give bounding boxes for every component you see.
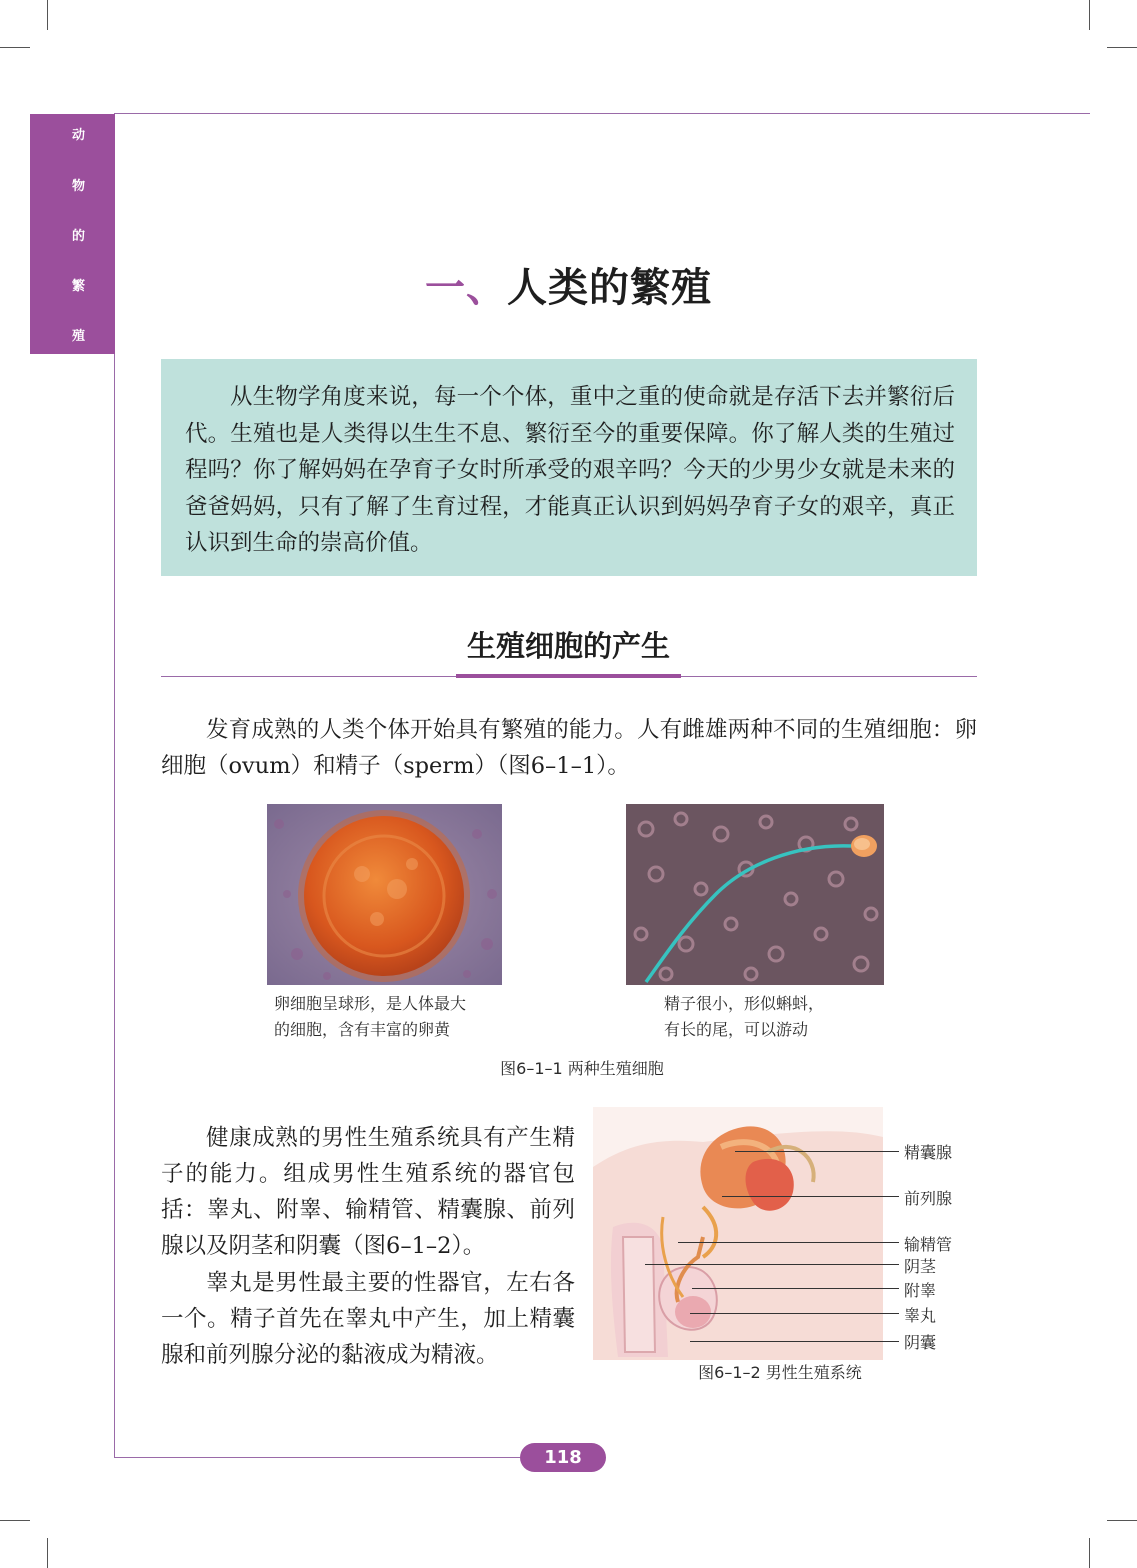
frame-bottom-line xyxy=(114,1457,520,1458)
leader-line xyxy=(690,1341,899,1342)
side-tab-char: 殖 xyxy=(71,329,85,344)
leader-line xyxy=(735,1151,899,1152)
leader-line xyxy=(692,1288,899,1289)
diagram-label: 睾丸 xyxy=(904,1306,937,1325)
diagram-label: 精囊腺 xyxy=(904,1143,953,1162)
sperm-caption xyxy=(664,991,924,1043)
diagram-label: 输精管 xyxy=(904,1235,953,1254)
chapter-title xyxy=(0,256,1137,313)
ovum-caption-line: 卵细胞呈球形，是人体最大 xyxy=(274,994,467,1013)
ovum-image xyxy=(267,804,502,985)
side-tab-char: 繁 xyxy=(71,279,85,294)
chapter-side-tab xyxy=(30,114,115,354)
paragraph: 健康成熟的男性生殖系统具有产生精子的能力。组成男性生殖系统的器官包括：睾丸、附睾、输精管、精囊腺、前列腺以及阴茎和阴囊（图6–1–2）。 xyxy=(161,1125,575,1259)
ovum-caption-line: 的细胞，含有丰富的卵黄 xyxy=(274,1020,451,1039)
chapter-title-text: 人类的繁殖 xyxy=(507,264,712,311)
male-reproductive-diagram xyxy=(593,1107,883,1360)
intro-box xyxy=(161,359,977,576)
crop-mark xyxy=(47,1538,48,1568)
leader-line xyxy=(722,1196,899,1197)
crop-mark xyxy=(1107,47,1137,48)
leader-line xyxy=(678,1242,899,1243)
frame-top-line xyxy=(114,113,1090,114)
crop-mark xyxy=(0,47,30,48)
intro-text: 从生物学角度来说，每一个个体，重中之重的使命就是存活下去并繁衍后代。生殖也是人类得以生生不息、繁衍至今的重要保障。你了解人类的生殖过程吗？你了解妈妈在孕育子女时所承受的艰辛吗？今天的少男少女就是未来的爸爸妈妈，只有了解了生育过程，才能真正认识到妈妈孕育子女的艰辛，真正认识到生命的崇高价值。 xyxy=(185,384,955,556)
diagram-label: 前列腺 xyxy=(904,1189,953,1208)
crop-mark xyxy=(47,0,48,30)
leader-line xyxy=(690,1313,899,1314)
leader-line xyxy=(645,1264,899,1265)
side-tab-char: 物 xyxy=(71,179,85,194)
ovum-caption xyxy=(274,991,534,1043)
figure-caption: 图6–1–1 两种生殖细胞 xyxy=(500,1059,664,1078)
sperm-image xyxy=(626,804,884,985)
paragraph: 发育成熟的人类个体开始具有繁殖的能力。人有雌雄两种不同的生殖细胞：卵细胞（ovum）和精子（sperm）（图6–1–1）。 xyxy=(161,717,977,779)
diagram-label: 附睾 xyxy=(904,1281,937,1300)
side-tab-char: 的 xyxy=(71,229,85,244)
paragraph: 睾丸是男性最主要的性器官，左右各一个。精子首先在睾丸中产生，加上精囊腺和前列腺分泌的黏液成为精液。 xyxy=(161,1270,575,1368)
diagram-label: 阴茎 xyxy=(904,1257,937,1276)
crop-mark xyxy=(1107,1520,1137,1521)
crop-mark xyxy=(0,1520,30,1521)
figure-caption: 图6–1–2 男性生殖系统 xyxy=(698,1363,862,1382)
side-tab-char: 动 xyxy=(71,128,85,143)
sperm-caption-line: 有长的尾，可以游动 xyxy=(664,1020,809,1039)
section-underline xyxy=(456,674,681,678)
chapter-number: 一、 xyxy=(425,264,507,311)
diagram-label: 阴囊 xyxy=(904,1333,937,1352)
page-number: 118 xyxy=(520,1443,606,1472)
crop-mark xyxy=(1089,0,1090,30)
crop-mark xyxy=(1089,1538,1090,1568)
section-title: 生殖细胞的产生 xyxy=(466,629,670,663)
sperm-caption-line: 精子很小，形似蝌蚪， xyxy=(664,994,825,1013)
